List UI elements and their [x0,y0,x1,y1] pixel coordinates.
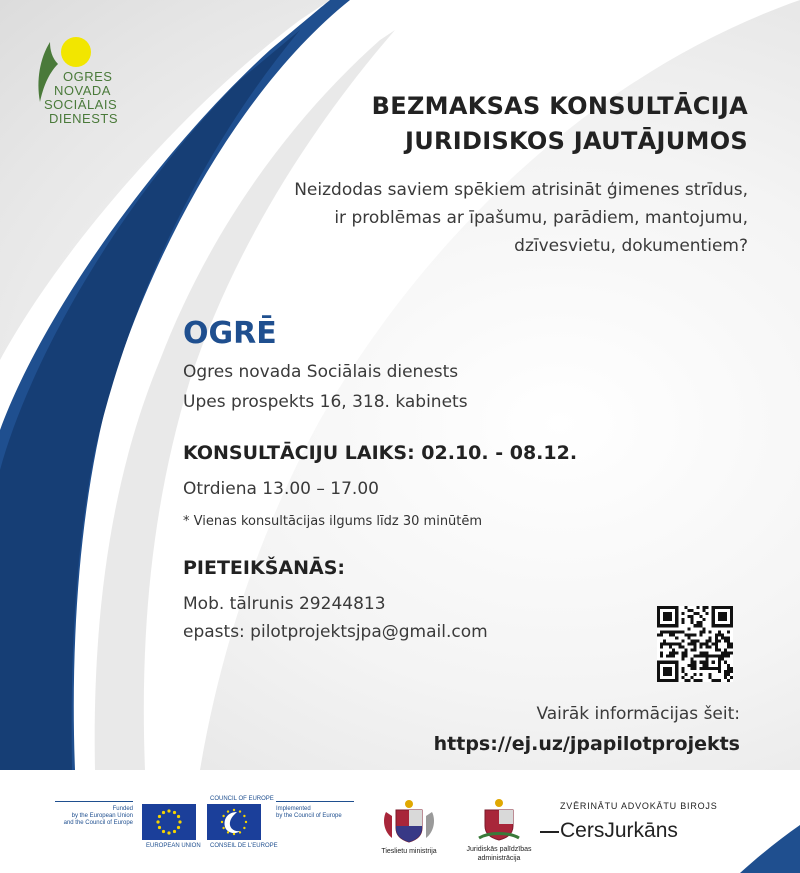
more-info-link[interactable]: https://ej.uz/jpapilotprojekts [433,733,740,755]
coe-caption: CONSEIL DE L'EUROPE [210,843,278,849]
funded-rule [55,801,133,802]
logo-line-2: NOVADA [54,83,111,98]
legal-aid-label [462,845,536,863]
eu-flag-icon [142,804,196,840]
title-line-2: JURIDISKOS JAUTĀJUMOS [404,127,748,155]
logo-line-1: OGRES [63,69,113,84]
implemented-line-1: Implemented [276,806,311,812]
ogres-social-service-logo [30,30,150,130]
qr-code-icon[interactable] [657,606,733,682]
council-of-europe-flag-icon [207,804,261,840]
funded-text [55,806,133,827]
schedule-time: Otrdiena 13.00 – 17.00 [183,479,379,499]
venue-address: Upes prospekts 16, 318. kabinets [183,392,468,412]
registration-email[interactable]: epasts: pilotprojektsjpa@gmail.com [183,622,488,642]
legal-aid-crest-icon [475,798,523,842]
implemented-line-2: by the Council of Europe [276,813,342,819]
intro-line-2: ir problēmas ar īpašumu, parādiem, mantojumu, [334,208,748,228]
legal-aid-line-2: administrācija [477,855,521,862]
latvia-coat-of-arms-icon [378,798,440,844]
venue-name: Ogres novada Sociālais dienests [183,362,459,382]
title-line-1: BEZMAKSAS KONSULTĀCIJA [371,92,748,120]
registration-phone[interactable]: Mob. tālrunis 29244813 [183,594,386,614]
implemented-text [276,806,342,820]
corner-swoosh-decoration [710,825,800,873]
more-info-label: Vairāk informācijas šeit: [536,704,740,724]
schedule-note: * Vienas konsultācijas ilgums līdz 30 minūtēm [183,514,483,529]
law-firm-dash [540,831,559,833]
logo-line-4: DIENESTS [49,111,119,126]
logo-line-3: SOCIĀLAIS [44,97,118,112]
intro-line-3: dzīvesvietu, dokumentiem? [514,236,748,256]
ministry-justice-label: Tieslietu ministrija [381,848,437,855]
schedule-heading: KONSULTĀCIJU LAIKS: 02.10. - 08.12. [183,442,578,464]
law-firm-caption: ZVĒRINĀTU ADVOKĀTU BIROJS [560,801,718,811]
legal-aid-line-1: Juridiskās palīdzības [466,846,532,853]
eu-caption: EUROPEAN UNION [146,843,201,849]
funded-line-1: Funded [112,806,133,812]
law-firm-logo-text: CersJurkāns [560,819,678,842]
implemented-rule [276,801,354,802]
funded-line-3: and the Council of Europe [63,820,133,826]
intro-line-1: Neizdodas saviem spēkiem atrisināt ģimenes strīdus, [294,180,748,200]
coe-top-caption: COUNCIL OF EUROPE [210,796,274,802]
registration-heading: PIETEIKŠANĀS: [183,557,345,579]
funded-line-2: by the European Union [71,813,133,819]
city-heading: OGRĒ [183,316,277,351]
